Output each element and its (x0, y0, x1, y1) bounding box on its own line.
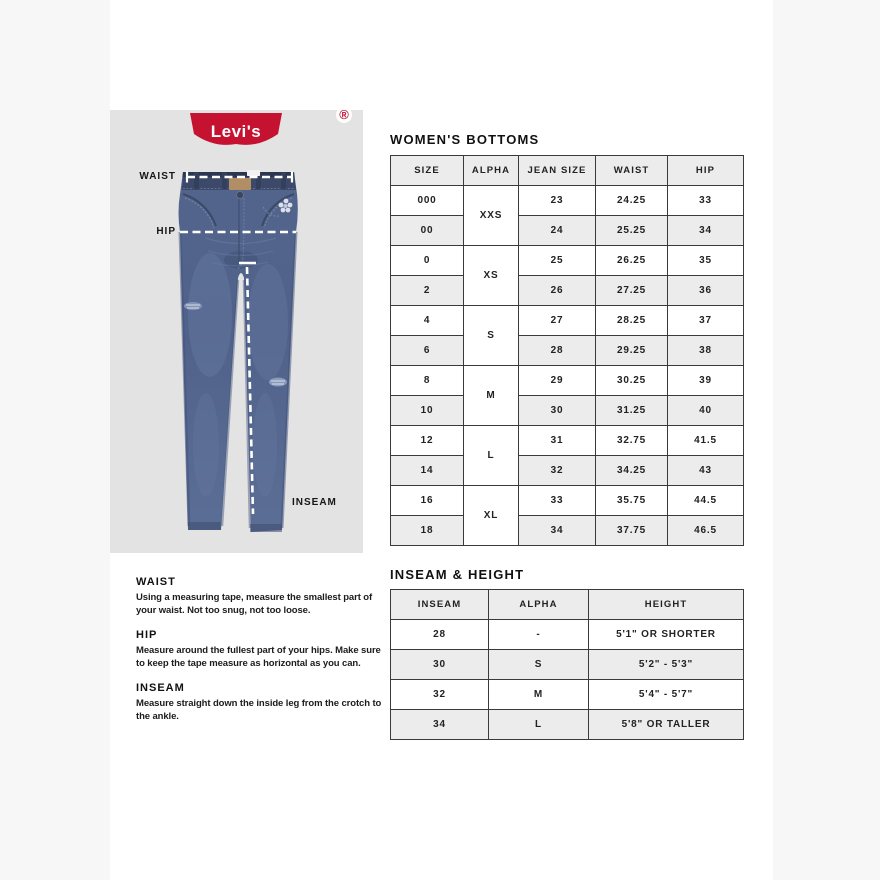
table-row (391, 516, 744, 546)
cell-waist: 37.75 (596, 516, 668, 546)
inseam-height-table (390, 589, 744, 740)
cell-hip: 38 (668, 336, 744, 366)
cell-alpha: M (489, 680, 589, 710)
cell-alpha: L (464, 426, 519, 486)
table-row (391, 246, 744, 276)
womens-bottoms-table (390, 155, 744, 546)
cell-size: 4 (391, 306, 464, 336)
cell-alpha: - (489, 620, 589, 650)
cell-jean-size: 27 (519, 306, 596, 336)
cell-hip: 41.5 (668, 426, 744, 456)
cell-hip: 35 (668, 246, 744, 276)
table-row (391, 426, 744, 456)
table-row (391, 486, 744, 516)
cell-hip: 46.5 (668, 516, 744, 546)
col-header-height: HEIGHT (589, 590, 744, 620)
table-header-row (391, 156, 744, 186)
cell-alpha: M (464, 366, 519, 426)
table-row (391, 396, 744, 426)
cell-hip: 40 (668, 396, 744, 426)
cell-waist: 32.75 (596, 426, 668, 456)
cell-alpha: L (489, 710, 589, 740)
cell-hip: 36 (668, 276, 744, 306)
cell-height: 5'4" - 5'7" (589, 680, 744, 710)
col-header-inseam: INSEAM (391, 590, 489, 620)
cell-jean-size: 29 (519, 366, 596, 396)
table-row (391, 680, 744, 710)
cell-jean-size: 34 (519, 516, 596, 546)
cell-size: 0 (391, 246, 464, 276)
col-header-jean-size: JEAN SIZE (519, 156, 596, 186)
cell-alpha: XL (464, 486, 519, 546)
inseam-instruction-text: Measure straight down the inside leg from the crotch to the ankle. (136, 698, 382, 722)
table-row (391, 710, 744, 740)
cell-inseam: 28 (391, 620, 489, 650)
cell-jean-size: 23 (519, 186, 596, 216)
table-row (391, 620, 744, 650)
hip-figure-label: HIP (156, 226, 176, 237)
col-header-hip: HIP (668, 156, 744, 186)
inseam-instruction-heading: INSEAM (136, 682, 185, 694)
cell-inseam: 34 (391, 710, 489, 740)
cell-hip: 37 (668, 306, 744, 336)
cell-waist: 28.25 (596, 306, 668, 336)
cell-inseam: 30 (391, 650, 489, 680)
col-header-alpha: ALPHA (464, 156, 519, 186)
cell-alpha: S (489, 650, 589, 680)
table-row (391, 650, 744, 680)
cell-waist: 29.25 (596, 336, 668, 366)
cell-jean-size: 25 (519, 246, 596, 276)
cell-waist: 25.25 (596, 216, 668, 246)
cell-size: 000 (391, 186, 464, 216)
cell-alpha: XXS (464, 186, 519, 246)
cell-waist: 27.25 (596, 276, 668, 306)
table-row (391, 366, 744, 396)
table-row (391, 216, 744, 246)
cell-hip: 44.5 (668, 486, 744, 516)
cell-size: 12 (391, 426, 464, 456)
table-header-row (391, 590, 744, 620)
cell-jean-size: 31 (519, 426, 596, 456)
jeans-measurement-panel (110, 107, 363, 553)
table-row (391, 336, 744, 366)
cell-hip: 34 (668, 216, 744, 246)
col-header-waist: WAIST (596, 156, 668, 186)
womens-bottoms-title: WOMEN'S BOTTOMS (390, 132, 540, 147)
table-row (391, 276, 744, 306)
cell-jean-size: 30 (519, 396, 596, 426)
cell-size: 16 (391, 486, 464, 516)
cell-hip: 33 (668, 186, 744, 216)
cell-height: 5'2" - 5'3" (589, 650, 744, 680)
cell-alpha: XS (464, 246, 519, 306)
col-header-alpha: ALPHA (489, 590, 589, 620)
cell-jean-size: 33 (519, 486, 596, 516)
hip-instruction-text: Measure around the fullest part of your hips. Make sure to keep the tape measure as horizontal as you can. (136, 645, 381, 669)
cell-jean-size: 24 (519, 216, 596, 246)
cell-size: 10 (391, 396, 464, 426)
cell-size: 8 (391, 366, 464, 396)
cell-waist: 24.25 (596, 186, 668, 216)
cell-height: 5'8" OR TALLER (589, 710, 744, 740)
cell-hip: 43 (668, 456, 744, 486)
table-row (391, 306, 744, 336)
levis-logo-text: Levi's (210, 122, 262, 141)
cell-waist: 35.75 (596, 486, 668, 516)
cell-jean-size: 32 (519, 456, 596, 486)
cell-jean-size: 28 (519, 336, 596, 366)
hip-instruction-heading: HIP (136, 629, 158, 641)
cell-waist: 26.25 (596, 246, 668, 276)
cell-inseam: 32 (391, 680, 489, 710)
cell-height: 5'1" OR SHORTER (589, 620, 744, 650)
waist-figure-label: WAIST (139, 171, 176, 182)
col-header-size: SIZE (391, 156, 464, 186)
inseam-figure-label: INSEAM (292, 497, 337, 508)
waist-instruction-text: Using a measuring tape, measure the smallest part of your waist. Not too snug, not too loose. (136, 592, 373, 616)
cell-waist: 31.25 (596, 396, 668, 426)
cell-alpha: S (464, 306, 519, 366)
cell-hip: 39 (668, 366, 744, 396)
cell-size: 6 (391, 336, 464, 366)
cell-waist: 30.25 (596, 366, 668, 396)
registered-trademark-icon: ® (336, 107, 352, 123)
cell-size: 2 (391, 276, 464, 306)
cell-jean-size: 26 (519, 276, 596, 306)
cell-size: 14 (391, 456, 464, 486)
table-row (391, 186, 744, 216)
cell-size: 18 (391, 516, 464, 546)
table-row (391, 456, 744, 486)
measuring-instructions (136, 576, 386, 735)
waist-instruction-heading: WAIST (136, 576, 176, 588)
cell-waist: 34.25 (596, 456, 668, 486)
cell-size: 00 (391, 216, 464, 246)
inseam-height-title: INSEAM & HEIGHT (390, 567, 525, 582)
